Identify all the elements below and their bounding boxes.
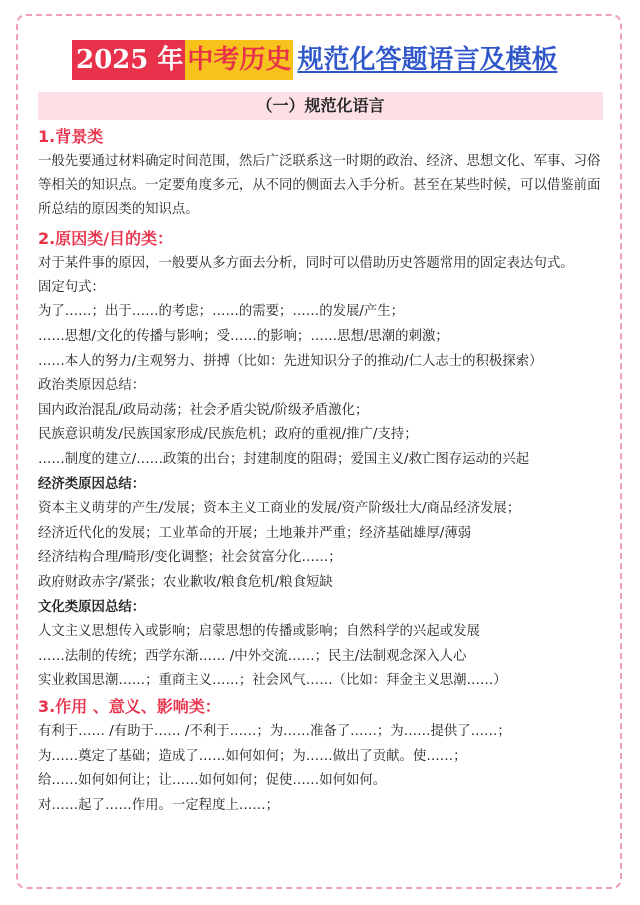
subheading-economic: 经济类原因总结：	[38, 476, 146, 492]
text-line: 政治类原因总结：	[38, 378, 146, 394]
heading-background: 1.背景类	[38, 127, 104, 146]
text-line: 固定句式：	[38, 279, 105, 295]
text-line: 有利于…… /有助于…… /不利于……；为……准备了……；为……提供了……；	[38, 723, 511, 739]
page-title	[72, 40, 561, 80]
text-line: 国内政治混乱/政局动荡；社会矛盾尖锐/阶级矛盾激化；	[38, 402, 369, 418]
text-line: 为了……；出于……的考虑；……的需要；……的发展/产生；	[38, 304, 405, 320]
title-year: 2025 年	[72, 40, 185, 80]
text-line: 给……如何如何让；让……如何如何；促使……如何如何。	[38, 773, 387, 789]
title-subject: 中考历史	[185, 40, 293, 80]
text-line: 经济近代化的发展；工业革命的开展；土地兼并严重；经济基础雄厚/薄弱	[38, 525, 472, 541]
title-topic: 规范化答题语言及模板	[297, 45, 558, 75]
heading-causes: 2.原因类/目的类：	[38, 228, 174, 248]
subheading-culture: 文化类原因总结：	[38, 599, 146, 615]
paragraph-causes: 对于某件事的原因，一般要从多方面去分析，同时可以借助历史答题常用的固定表达句式。	[38, 255, 574, 271]
text-line: ……法制的传统；西学东渐…… /中外交流……；民主/法制观念深入人心	[38, 648, 467, 664]
text-line: 经济结构合理/畸形/变化调整；社会贫富分化……；	[38, 550, 342, 566]
heading-effects: 3.作用 、意义、影响类：	[38, 696, 221, 716]
text-line: ……制度的建立/……政策的出台；封建制度的阻碍；爱国主义/救亡图存运动的兴起	[38, 451, 530, 467]
paragraph-background: 一般先要通过材料确定时间范围，然后广泛联系这一时期的政治、经济、思想文化、军事、习俗等相关的知识点。一定要角度多元，从不同的侧面去入手分析。甚至在某些时候，可以借鉴前面所总结的原因类的知识点。	[38, 154, 601, 218]
text-line: 人文主义思想传入或影响；启蒙思想的传播或影响；自然科学的兴起或发展	[38, 624, 480, 640]
text-line: ……思想/文化的传播与影响；受……的影响；……思想/思潮的刺激；	[38, 329, 449, 344]
text-line: 实业救国思潮……；重商主义……；社会风气……（比如：拜金主义思潮……）	[38, 673, 507, 689]
text-line: 对……起了……作用。一定程度上……；	[38, 797, 280, 813]
text-line: 民族意识萌发/民族国家形成/民族危机；政府的重视/推广/支持；	[38, 427, 418, 443]
document-body	[38, 124, 608, 818]
text-line: 政府财政赤字/紧张；农业歉收/粮食危机/粮食短缺	[38, 574, 333, 590]
text-line: 为……奠定了基础；造成了……如何如何；为……做出了贡献。使……；	[38, 748, 467, 764]
text-line: 资本主义萌芽的产生/发展；资本主义工商业的发展/资产阶级壮大/商品经济发展；	[38, 501, 521, 517]
text-line: ……本人的努力/主观努力、拼搏（比如：先进知识分子的推动/仁人志士的积极探索）	[38, 353, 543, 369]
section-heading: （一）规范化语言	[38, 92, 603, 120]
